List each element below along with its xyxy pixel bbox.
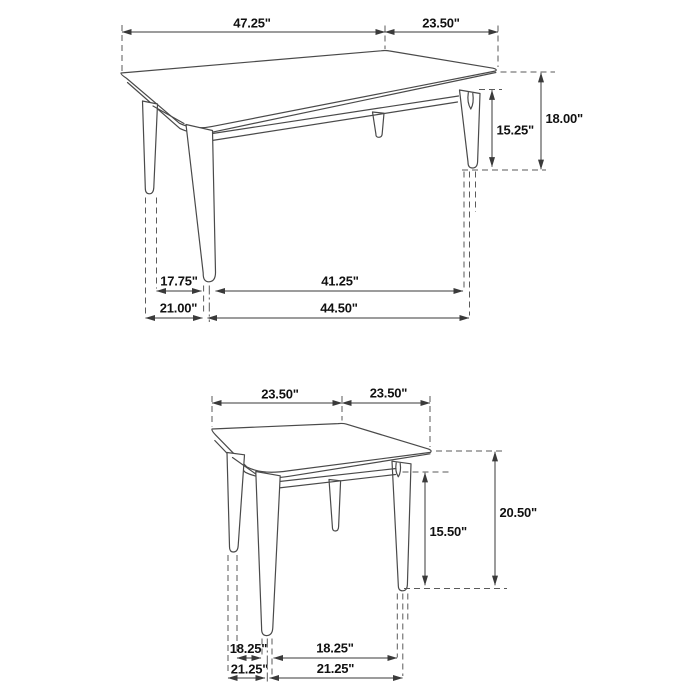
dimension-label-top-width: 23.50" xyxy=(422,15,460,31)
dimension-label-base-width: 21.25" xyxy=(230,661,269,677)
leg-front-left xyxy=(186,125,216,282)
dimension-label-inner-span: 41.25" xyxy=(321,273,359,289)
leg-front-left xyxy=(256,472,280,636)
leg-back-left xyxy=(227,453,245,553)
dimension-label-leg-inset: 18.25" xyxy=(229,641,268,656)
leg-back-center xyxy=(329,480,341,532)
leg-back-right xyxy=(373,112,385,137)
dimension-label-leg-height: 15.50" xyxy=(429,524,467,539)
dimension-label-base-length: 21.25" xyxy=(316,661,355,676)
dimension-label-base-length: 44.50" xyxy=(320,300,358,316)
tabletop-outline xyxy=(121,51,496,128)
leg-front-right xyxy=(392,461,411,591)
coffee-table-diagram xyxy=(121,16,583,323)
dimension-label-overall-height: 18.00" xyxy=(545,111,583,126)
dimension-label-leg-height: 15.25" xyxy=(496,122,534,138)
end-table-diagram xyxy=(212,386,537,684)
dimension-label-inner-span: 18.25" xyxy=(316,640,354,656)
dimension-label-base-width: 21.00" xyxy=(159,300,198,316)
dimension-label-leg-inset: 17.75" xyxy=(160,273,198,289)
dimension-label-top-length: 47.25" xyxy=(233,15,271,31)
dimension-label-overall-height: 20.50" xyxy=(499,505,537,520)
dimension-label-top-length: 23.50" xyxy=(261,386,299,402)
leg-front-right xyxy=(460,90,481,168)
leg-back-left xyxy=(143,101,158,194)
dimension-label-top-width: 23.50" xyxy=(369,385,408,401)
